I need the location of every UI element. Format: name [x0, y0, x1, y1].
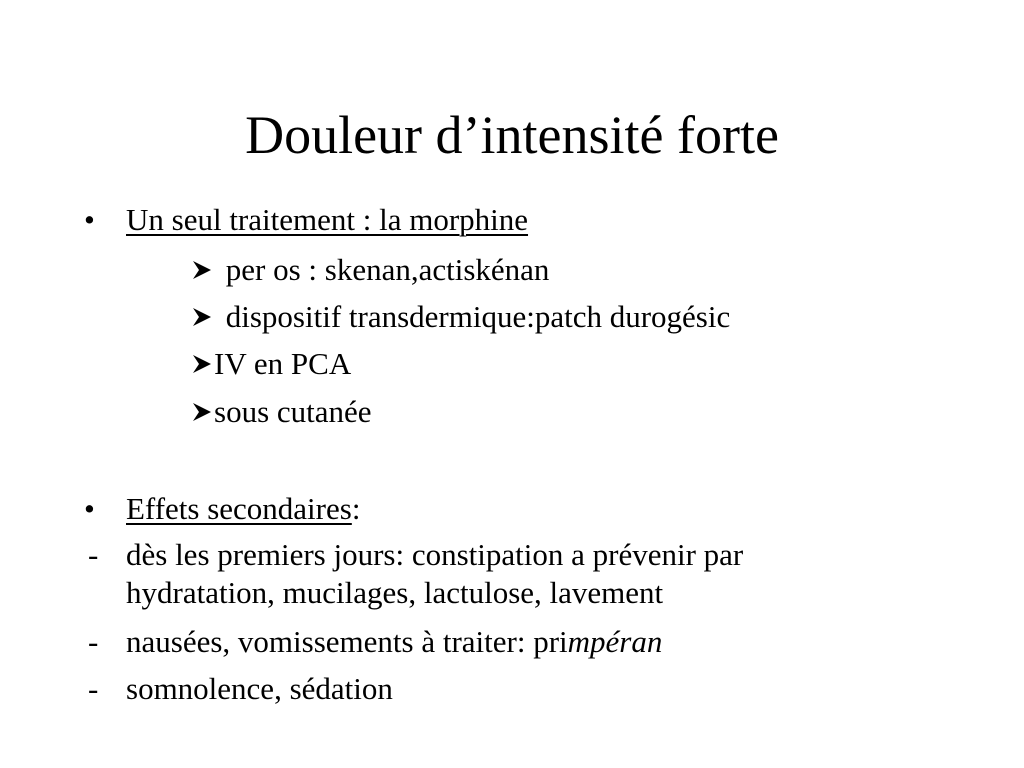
side-effects-colon: : — [351, 491, 361, 526]
side-effects-heading-wrap — [126, 490, 360, 528]
dash-item-line2: hydratation, mucilages, lactulose, lavement — [126, 575, 664, 610]
nausea-italic-text: mpéran — [567, 624, 663, 659]
arrowhead-bullet-icon — [190, 305, 214, 329]
sub-item-text: sous cutanée — [214, 394, 372, 429]
dash-marker: - — [88, 537, 99, 572]
sub-item-text: dispositif transdermique:patch durogésic — [225, 299, 731, 334]
arrowhead-bullet-icon — [190, 258, 214, 282]
bullet-dot: • — [84, 202, 95, 237]
dash-item-text — [126, 623, 662, 661]
nausea-text: nausées, vomissements à traiter: pri — [126, 624, 568, 659]
sub-item-text: per os : skenan,actiskénan — [225, 252, 550, 287]
dash-marker: - — [88, 624, 99, 659]
sub-item-per-os — [190, 251, 549, 289]
side-effects-heading: Effets secondaires — [126, 491, 352, 526]
sub-item-transdermal — [190, 298, 730, 336]
bullet-dot: • — [84, 491, 95, 526]
arrowhead-bullet-icon — [190, 352, 214, 376]
treatment-heading: Un seul traitement : la morphine — [126, 202, 529, 237]
dash-item-line1: dès les premiers jours: constipation a prévenir par — [126, 537, 744, 572]
slide-title: Douleur d’intensité forte — [245, 105, 779, 165]
dash-item-text: somnolence, sédation — [126, 671, 393, 706]
sub-item-text: IV en PCA — [214, 346, 352, 381]
sub-item-subcutaneous — [190, 393, 372, 431]
sub-item-iv-pca — [190, 345, 351, 383]
dash-marker: - — [88, 671, 99, 706]
arrowhead-bullet-icon — [190, 400, 214, 424]
